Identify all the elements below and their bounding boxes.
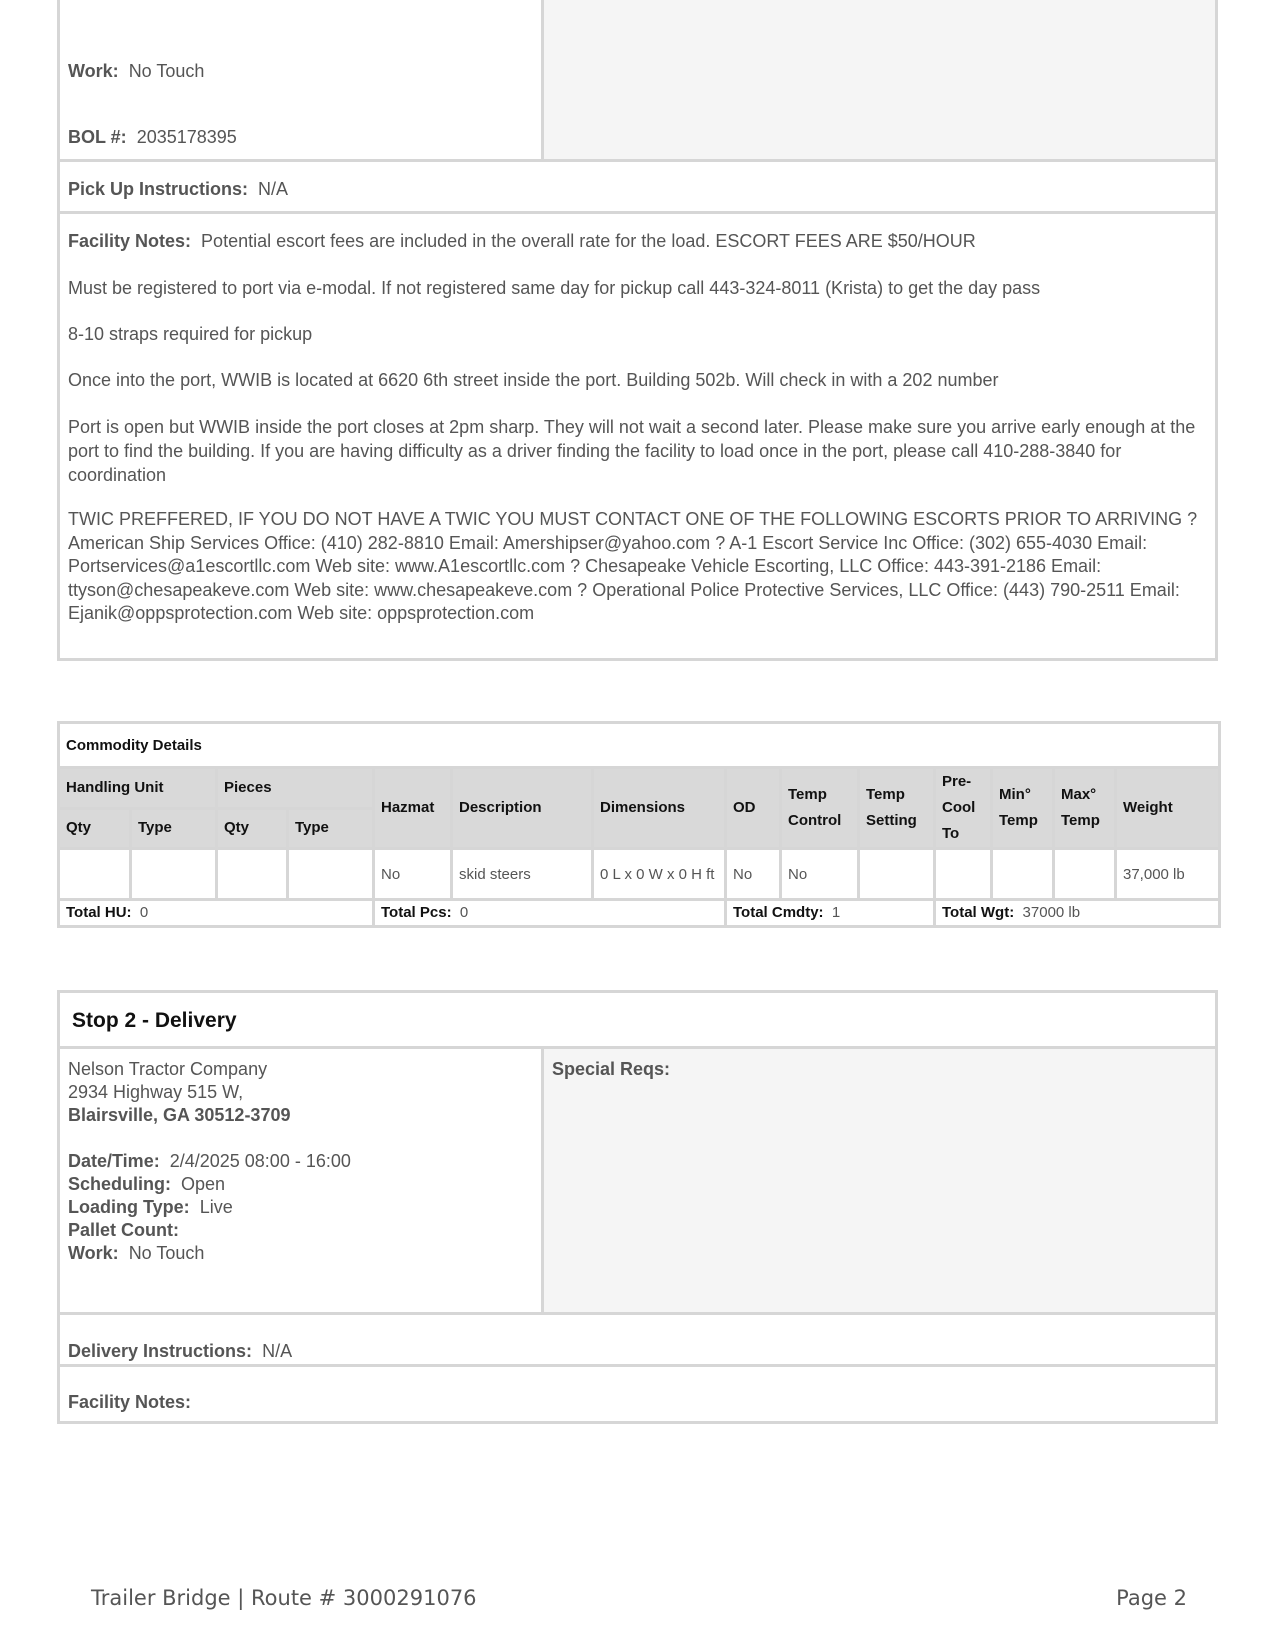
cell-pcs-type	[288, 849, 374, 900]
cell-hu-type	[131, 849, 217, 900]
totals-row	[59, 900, 1220, 927]
stop1-section	[57, 0, 1218, 661]
facility-note: TWIC PREFFERED, IF YOU DO NOT HAVE A TWIC YOU MUST CONTACT ONE OF THE FOLLOWING ESCORTS PRIOR TO ARRIVING ? American Ship Services Office: (410) 282-8810 Email: Amershipser@yahoo.com ? A-1 Escort Service Inc Office: (302) 655-4030 Email: Portservices@a1escortllc.com Web site: www.A1escortllc.com ? Chesapeake Vehicle Escorting, LLC Office: 443-391-2186 Email: ttyson@chesapeakeve.com Web site: www.chesapeakeve.com ? Operational Police Protective Services, LLC Office: (443) 790-2511 Email: Ejanik@oppsprotection.com Web site: oppsprotection.com	[68, 509, 1198, 623]
cell-od: No	[726, 849, 781, 900]
city-state-zip: Blairsville, GA 30512-3709	[68, 1105, 291, 1125]
stop2-loading-type: Loading Type: Live	[68, 1197, 233, 1217]
total-hu: Total HU: 0	[59, 900, 374, 927]
special-reqs-label: Special Reqs:	[552, 1059, 671, 1079]
stop2-facility-label: Facility Notes:	[68, 1392, 192, 1412]
facility-note: Port is open but WWIB inside the port closes at 2pm sharp. They will not wait a second later. Please make sure you arrive early enough at the port to find the building. If you are having difficulty as a driver finding the facility to load once in the port, please call 410-288-3840 for coordination	[68, 417, 1196, 485]
stop2-work: Work: No Touch	[68, 1243, 205, 1263]
stop1-bol: BOL #: 2035178395	[68, 127, 237, 147]
table-row	[59, 849, 1220, 900]
cell-hu-qty	[59, 849, 131, 900]
total-cmdty: Total Cmdty: 1	[726, 900, 935, 927]
cell-temp-setting	[859, 849, 935, 900]
stop1-special-reqs-panel	[544, 0, 1215, 159]
header-pcs-type: Type	[288, 808, 374, 849]
header-pieces: Pieces	[217, 768, 374, 809]
cell-description: skid steers	[452, 849, 593, 900]
cell-pcs-qty	[217, 849, 288, 900]
stop2-pallet-count: Pallet Count:	[68, 1220, 179, 1240]
total-pcs: Total Pcs: 0	[374, 900, 726, 927]
stop2-section	[57, 990, 1218, 1424]
header-max-temp: Max° Temp	[1054, 768, 1116, 849]
facility-note: Must be registered to port via e-modal. If not registered same day for pickup call 443-324-8011 (Krista) to get the day pass	[68, 278, 1041, 298]
cell-pre-cool	[935, 849, 992, 900]
footer-page-number: Page 2	[1116, 1586, 1187, 1610]
header-pcs-qty: Qty	[217, 808, 288, 849]
footer-route: Trailer Bridge | Route # 3000291076	[91, 1586, 477, 1610]
stop2-details	[60, 1049, 544, 1312]
cell-min-temp	[992, 849, 1054, 900]
cell-weight: 37,000 lb	[1116, 849, 1220, 900]
stop2-facility-notes-row	[60, 1367, 1215, 1421]
header-pre-cool: Pre-Cool To	[935, 768, 992, 849]
facility-note-first: Facility Notes: Potential escort fees are included in the overall rate for the load. ESCORT FEES ARE $50/HOUR	[68, 231, 976, 251]
commodity-title: Commodity Details	[59, 723, 1220, 768]
total-wgt: Total Wgt: 37000 lb	[935, 900, 1220, 927]
company-name: Nelson Tractor Company	[68, 1059, 268, 1079]
header-min-temp: Min° Temp	[992, 768, 1054, 849]
commodity-table	[57, 721, 1221, 928]
pickup-instructions-row: Pick Up Instructions: N/A	[60, 159, 1215, 214]
stop1-details	[60, 0, 544, 159]
header-handling-unit: Handling Unit	[59, 768, 217, 809]
header-hazmat: Hazmat	[374, 768, 452, 849]
stop2-datetime: Date/Time: 2/4/2025 08:00 - 16:00	[68, 1151, 351, 1171]
cell-temp-control: No	[781, 849, 859, 900]
header-description: Description	[452, 768, 593, 849]
header-od: OD	[726, 768, 781, 849]
header-weight: Weight	[1116, 768, 1220, 849]
street-address: 2934 Highway 515 W,	[68, 1082, 244, 1102]
cell-hazmat: No	[374, 849, 452, 900]
delivery-instructions-row: Delivery Instructions: N/A	[60, 1312, 1215, 1367]
header-dimensions: Dimensions	[593, 768, 726, 849]
stop2-title: Stop 2 - Delivery	[72, 1009, 237, 1032]
facility-note: Once into the port, WWIB is located at 6620 6th street inside the port. Building 502b. Will check in with a 202 number	[68, 370, 999, 390]
cell-dimensions: 0 L x 0 W x 0 H ft	[593, 849, 726, 900]
cell-max-temp	[1054, 849, 1116, 900]
stop1-work: Work: No Touch	[68, 61, 205, 81]
stop2-scheduling: Scheduling: Open	[68, 1174, 226, 1194]
header-hu-type: Type	[131, 808, 217, 849]
facility-note: 8-10 straps required for pickup	[68, 324, 313, 344]
header-hu-qty: Qty	[59, 808, 131, 849]
stop2-header	[60, 993, 1215, 1049]
stop2-special-reqs-panel	[544, 1049, 1215, 1312]
header-temp-setting: Temp Setting	[859, 768, 935, 849]
header-temp-control: Temp Control	[781, 768, 859, 849]
